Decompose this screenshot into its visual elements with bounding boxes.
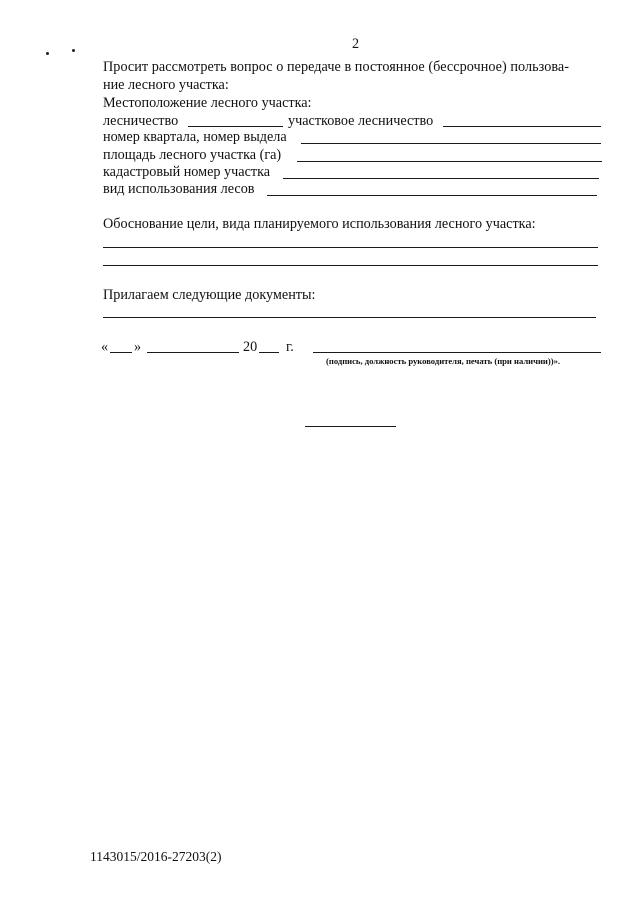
district-forestry-field[interactable] — [443, 126, 601, 127]
cadastral-field[interactable] — [283, 178, 599, 179]
date-year-field[interactable] — [259, 352, 279, 353]
page-number: 2 — [352, 36, 360, 52]
scan-speck — [46, 52, 49, 55]
cadastral-label: кадастровый номер участка — [103, 164, 271, 180]
attachments-heading: Прилагаем следующие документы: — [103, 287, 316, 303]
forestry-field[interactable] — [188, 126, 283, 127]
scan-speck — [72, 49, 75, 52]
attachments-line[interactable] — [103, 317, 596, 318]
quarter-label: номер квартала, номер выдела — [103, 129, 287, 145]
signature-caption: (подпись, должность руководителя, печать (при наличии))». — [326, 356, 561, 366]
date-quote-close: » — [134, 339, 142, 355]
area-field[interactable] — [297, 161, 602, 162]
area-label: площадь лесного участка (га) — [103, 147, 282, 163]
signature-field[interactable] — [313, 352, 601, 353]
forestry-label: лесничество — [103, 113, 179, 129]
footer-doc-number: 1143015/2016-27203(2) — [90, 849, 222, 864]
district-forestry-label: участковое лесничество — [288, 113, 434, 129]
usage-field[interactable] — [267, 195, 597, 196]
justification-heading: Обоснование цели, вида планируемого использования лесного участка: — [103, 216, 536, 232]
date-year-suffix: г. — [286, 339, 294, 355]
date-quote-open: « — [101, 339, 109, 355]
justification-line-2[interactable] — [103, 265, 598, 266]
date-month-field[interactable] — [147, 352, 239, 353]
request-line-2: ние лесного участка: — [103, 77, 229, 93]
date-day-field[interactable] — [110, 352, 132, 353]
end-separator — [305, 426, 396, 427]
usage-label: вид использования лесов — [103, 181, 255, 197]
location-heading: Местоположение лесного участка: — [103, 95, 312, 111]
request-line-1: Просит рассмотреть вопрос о передаче в постоянное (бессрочное) пользова- — [103, 59, 570, 75]
date-year-prefix: 20 — [243, 339, 258, 355]
justification-line-1[interactable] — [103, 247, 598, 248]
quarter-field[interactable] — [301, 143, 601, 144]
